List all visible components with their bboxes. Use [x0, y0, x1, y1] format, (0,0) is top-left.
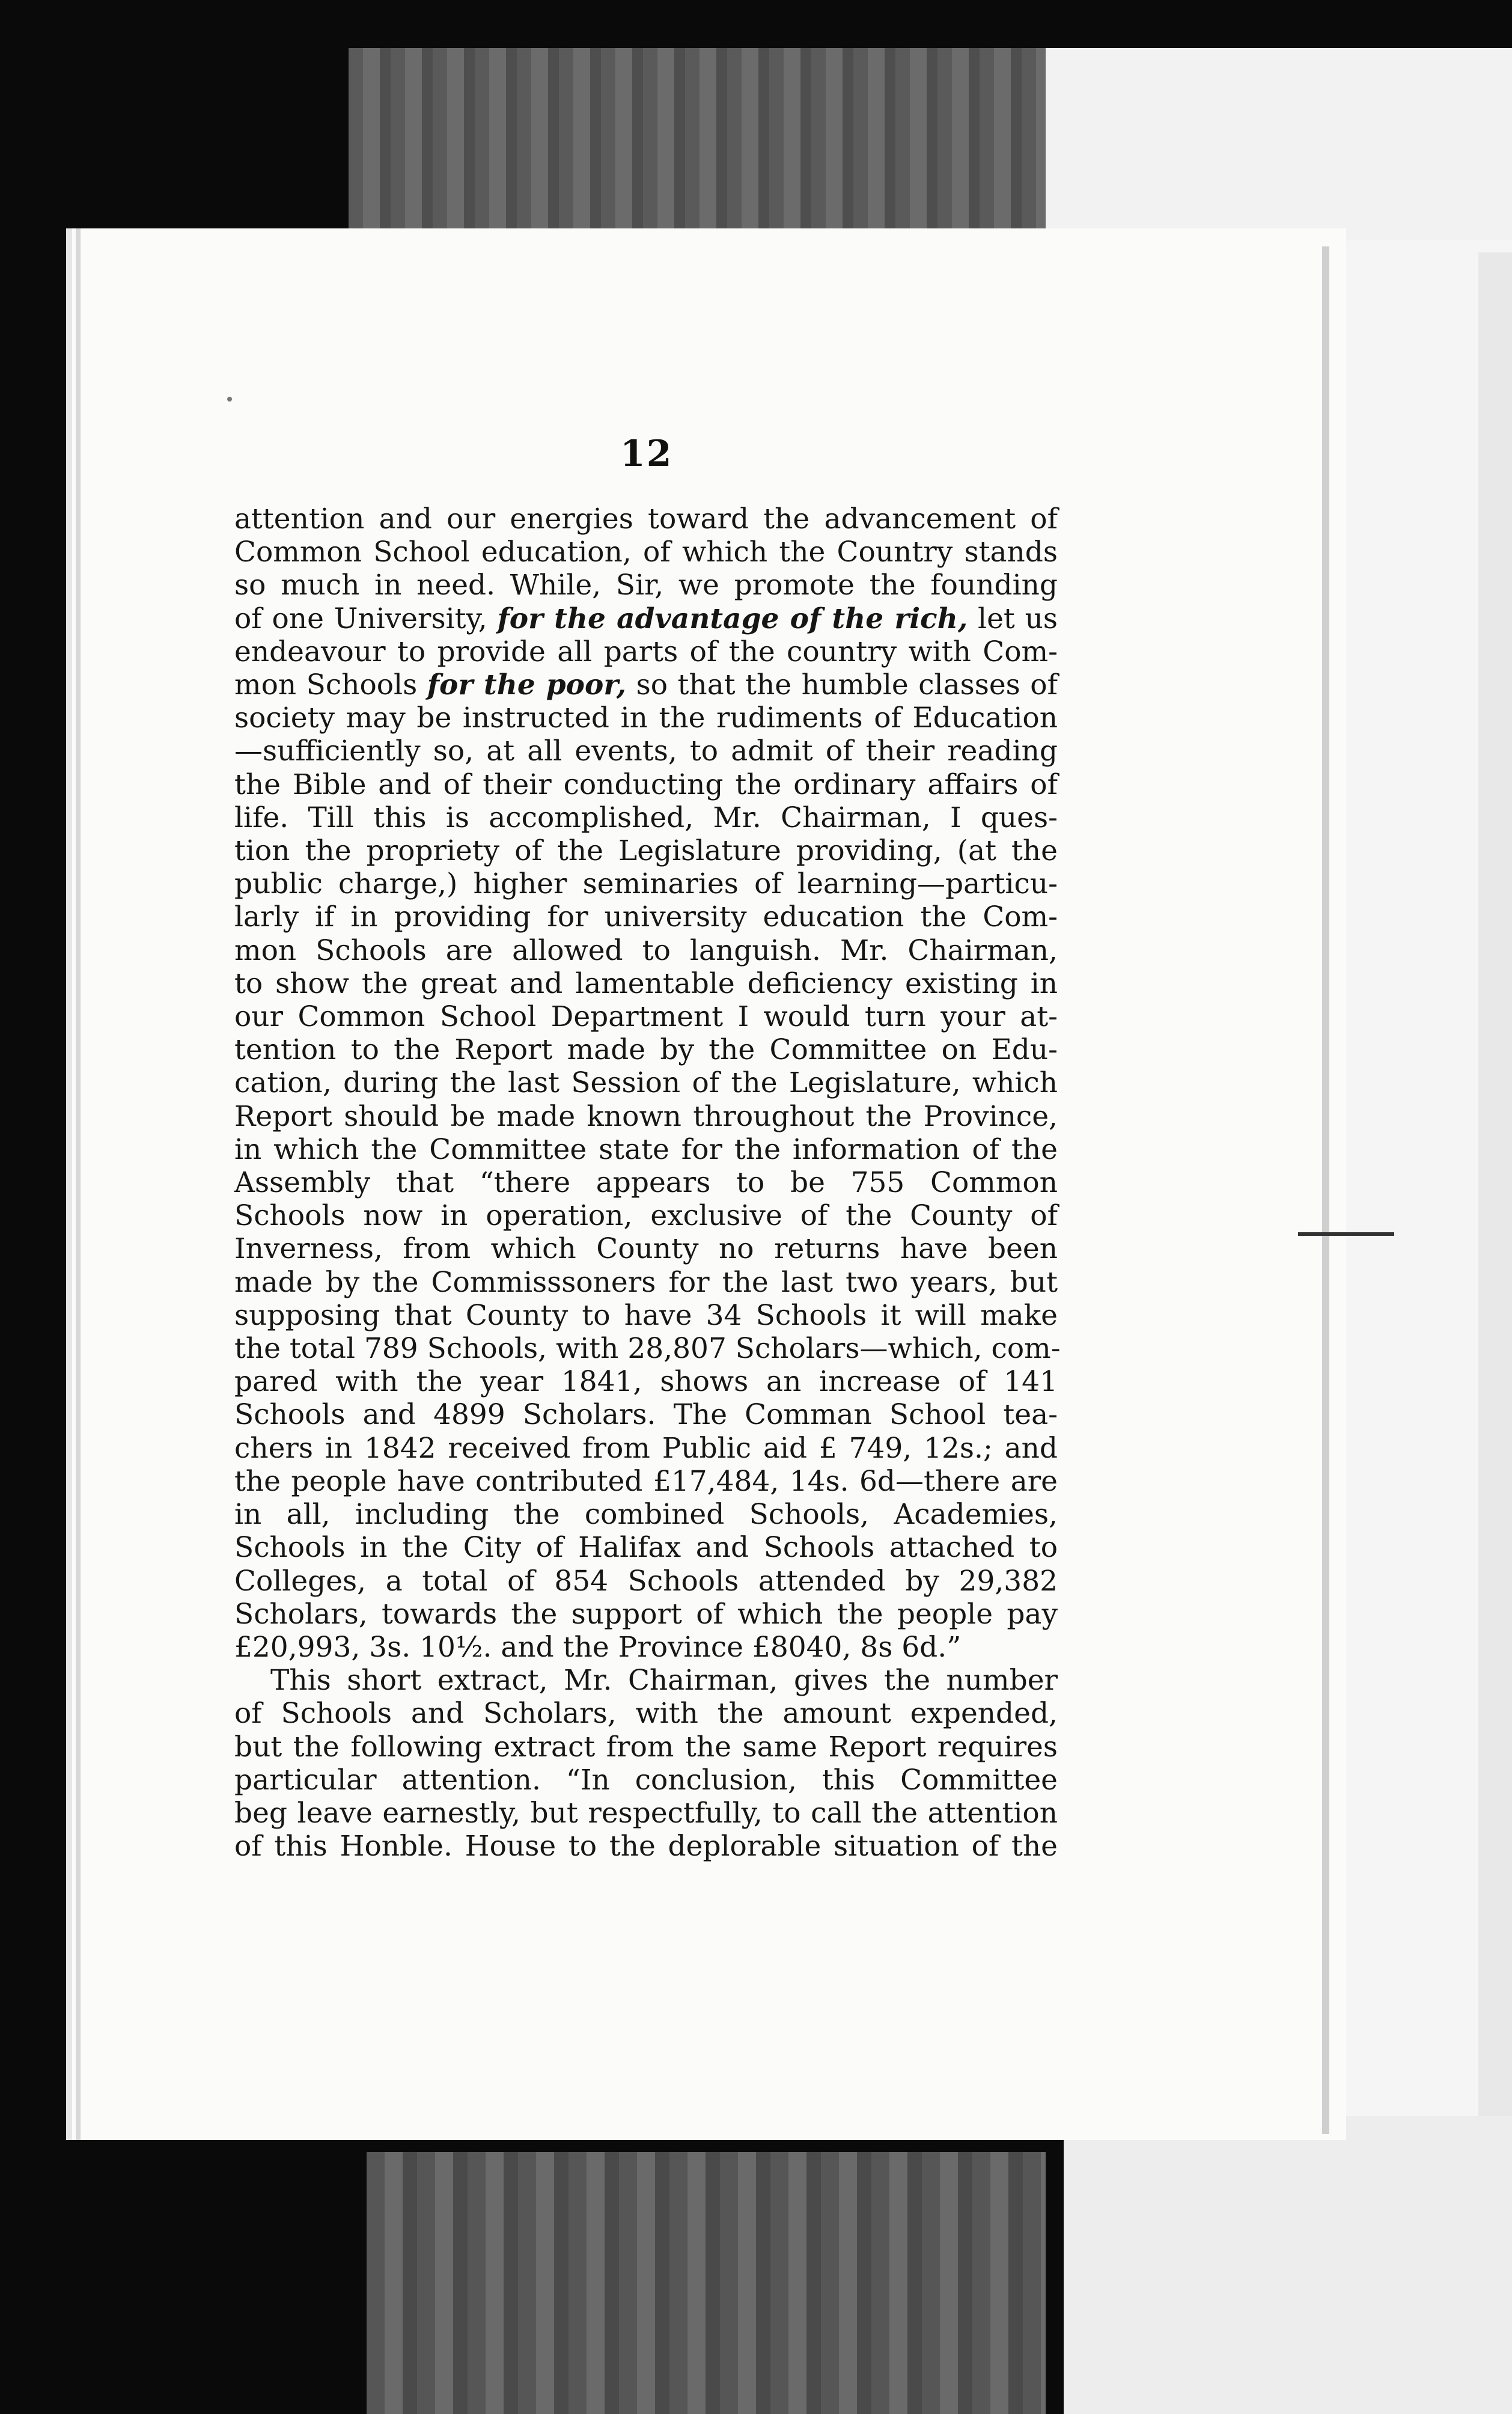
text-line: public charge,) higher seminaries of learning—particu-: [234, 867, 1058, 901]
text-line: Colleges, a total of 854 Schools attended by 29,382: [234, 1564, 1058, 1598]
text-fragment: let us: [978, 602, 1058, 635]
text-fragment: of one University,: [234, 602, 487, 635]
text-line: so much in need. While, Sir, we promote the founding: [234, 569, 1058, 602]
text-line: particular attention. “In conclusion, this Committee: [234, 1763, 1058, 1797]
text-line: Schools now in operation, exclusive of the County of: [234, 1199, 1058, 1233]
text-line: chers in 1842 received from Public aid £ 749, 12s.; and: [234, 1431, 1058, 1465]
italic-phrase: for the advantage of the rich,: [497, 602, 968, 635]
page-number: 12: [620, 433, 673, 475]
text-line: Report should be made known throughout the Province,: [234, 1099, 1058, 1133]
text-line: supposing that County to have 34 Schools it will make: [234, 1298, 1058, 1332]
text-line: but the following extract from the same Report requires: [234, 1730, 1058, 1764]
text-line: society may be instructed in the rudiments of Education: [234, 701, 1058, 735]
text-line: the Bible and of their conducting the ordinary affairs of: [234, 768, 1058, 801]
page-gutter: [1322, 246, 1329, 2134]
text-fragment: mon Schools: [234, 668, 418, 702]
text-line: Schools and 4899 Scholars. The Comman School tea-: [234, 1398, 1058, 1432]
stray-mark: [1298, 1232, 1394, 1236]
text-line: —sufficiently so, at all events, to admit of their reading: [234, 735, 1058, 768]
ink-dot: [227, 397, 232, 402]
text-line: of this Honble. House to the deplorable situation of the: [234, 1830, 1058, 1863]
text-line: to show the great and lamentable deficiency existing in: [234, 967, 1058, 1000]
text-line: Schools in the City of Halifax and Schools attached to: [234, 1531, 1058, 1565]
binding-band-bottom: [367, 2152, 1046, 2414]
text-line: our Common School Department I would turn your at-: [234, 1000, 1058, 1034]
facing-sheet-bottom: [1064, 2116, 1512, 2414]
text-line: tion the propriety of the Legislature providing, (at the: [234, 834, 1058, 868]
text-line: made by the Commisssoners for the last two years, but: [234, 1265, 1058, 1299]
text-line: attention and our energies toward the advancement of: [234, 503, 1058, 536]
text-line: the total 789 Schools, with 28,807 Scholars—which, com-: [234, 1332, 1061, 1366]
body-text: [234, 503, 1061, 1863]
text-line: in all, including the combined Schools, Academies,: [234, 1498, 1058, 1532]
text-line: of Schools and Scholars, with the amount expended,: [234, 1697, 1058, 1731]
text-line: larly if in providing for university education the Com-: [234, 900, 1058, 934]
text-line: cation, during the last Session of the Legislature, which: [234, 1066, 1058, 1100]
text-fragment: so that the humble classes of: [636, 668, 1058, 702]
text-line: [234, 668, 1058, 701]
text-line: beg leave earnestly, but respectfully, to call the attention: [234, 1796, 1058, 1830]
text-line: This short extract, Mr. Chairman, gives the number: [270, 1664, 1058, 1697]
text-line: endeavour to provide all parts of the country with Com-: [234, 635, 1058, 668]
text-line: the people have contributed £17,484, 14s. 6d—there are: [234, 1464, 1058, 1498]
facing-sheet-edge: [1478, 252, 1512, 2128]
text-line: £20,993, 3s. 10½. and the Province £8040, 8s 6d.”: [234, 1630, 962, 1664]
text-line: in which the Committee state for the information of the: [234, 1132, 1058, 1166]
italic-phrase: for the poor,: [427, 668, 627, 702]
text-line: Inverness, from which County no returns have been: [234, 1232, 1058, 1266]
text-line: life. Till this is accomplished, Mr. Chairman, I ques-: [234, 801, 1058, 834]
text-line: mon Schools are allowed to languish. Mr. Chairman,: [234, 934, 1058, 967]
text-line: Scholars, towards the support of which the people pay: [234, 1597, 1058, 1631]
text-line: [234, 602, 1058, 635]
text-line: tention to the Report made by the Committee on Edu-: [234, 1033, 1058, 1067]
text-line: pared with the year 1841, shows an increase of 141: [234, 1365, 1058, 1399]
text-line: Assembly that “there appears to be 755 Common: [234, 1166, 1058, 1200]
text-line: Common School education, of which the Country stands: [234, 536, 1058, 569]
